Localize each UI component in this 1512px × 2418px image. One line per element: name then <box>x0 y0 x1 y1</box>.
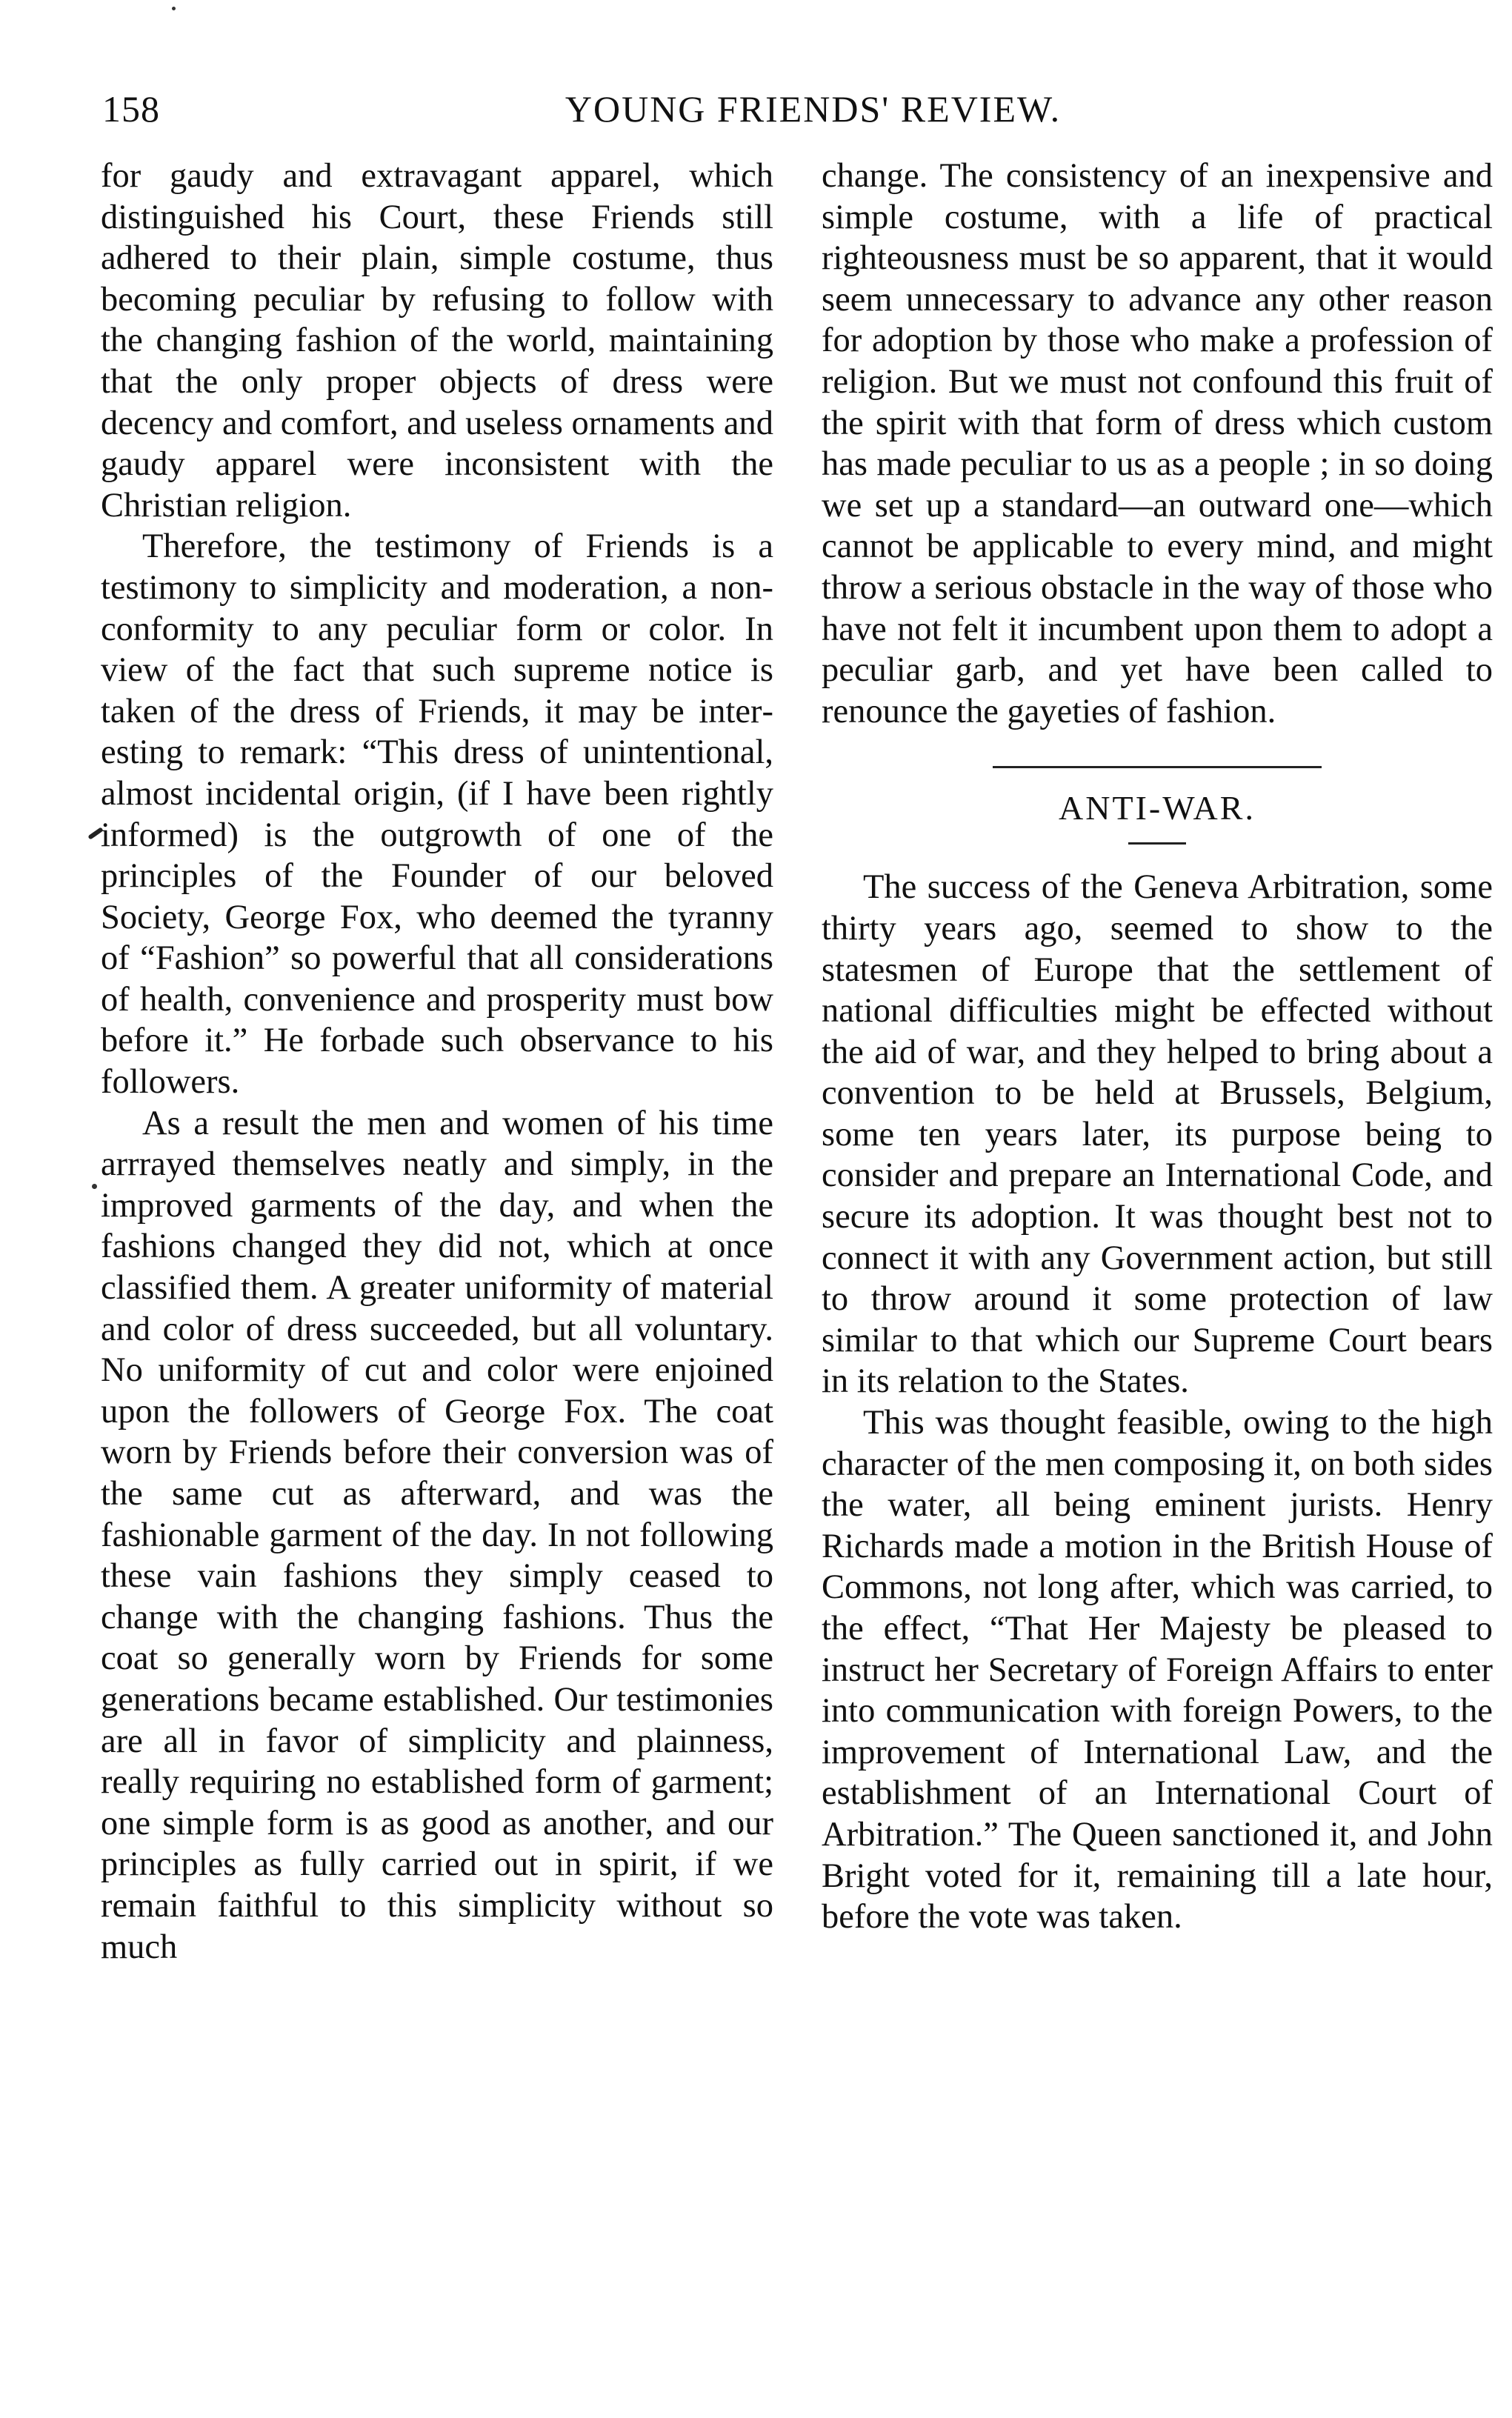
page-header <box>102 87 1479 139</box>
left-column <box>101 156 773 1968</box>
ink-speck <box>172 7 176 10</box>
paragraph: for gaudy and extravagant apparel, which distinguished his Court, these Friends still adhered to their plain, simple costume, thus becoming peculiar by refusing to follow with the changing fashion of the world, maintaining that the only proper objects of dress were decency and comfort, and useless ornaments and gaudy apparel were inconsistent with the Christian religion. <box>101 157 773 524</box>
paragraph: As a result the men and women of his time arrrayed themselves neatly and simply, in the improved garments of the day, and when the fashions changed they did not, which at once classified them. A greater uniformity of material and color of dress succeeded, but all voluntary. No uniformity of cut and color were enjoined upon the followers of George Fox. The coat worn by Friends before their conversion was of the same cut as afterward, and was the fashionable garment of the day. In not following these vain fashions they simply ceased to change with the changing fashions. Thus the coat so generally worn by Friends for some generations became established. Our testimonies are all in favor of simplicity and plainness, really requiring no established form of garment; one simple form is as good as another, and our principles as fully carried out in spirit, if we remain faithful to this simplicity without so much <box>101 1104 773 1966</box>
section-title: ANTI-WAR. <box>1059 789 1256 827</box>
right-column <box>822 156 1493 1938</box>
section-divider <box>993 766 1322 768</box>
paragraph: change. The consistency of an inexpensive and simple costume, with a life of practical righteousness must be so apparent, that it would seem unnecessary to advance any other reason for adoption by those who make a profession of religion. But we must not confound this fruit of the spirit with that form of dress which custom has made peculiar to us as a people ; in so doing we set up a standard—an outward one—which cannot be applicable to every mind, and might throw a serious obstacle in the way of those who have not felt it incumbent upon them to adopt a peculiar garb, and yet have been called to renounce the gayeties of fashion. <box>822 157 1493 730</box>
paragraph: Therefore, the testimony of Friends is a testimony to simplicity and moderation, a non-conformity to any peculiar form or color. In view of the fact that such supreme notice is taken of the dress of Friends, it may be interesting to remark: “This dress of unintentional, almost incidental origin, (if I have been rightly informed) is the outgrowth of one of the principles of the Founder of our beloved Society, George Fox, who deemed the tyranny of “Fashion” so powerful that all considerations of health, convenience and prosperity must bow before it.” He forbade such observance to his followers. <box>101 527 773 1102</box>
page-number: 158 <box>102 88 160 130</box>
ink-speck <box>92 1184 97 1189</box>
running-title: YOUNG FRIENDS' REVIEW. <box>564 88 1062 130</box>
paragraph: The success of the Geneva Arbitration, some thirty years ago, seemed to show to the statesmen of Europe that the settlement of national difficulties might be effected without the aid of war, and they helped to bring about a convention to be held at Brussels, Belgium, some ten years later, its purpose being to consider and prepare an International Code, and secure its adoption. It was thought best not to connect it with any Government action, but still to throw around it some protection of law similar to that which our Supreme Court bears in its relation to the States. <box>822 868 1493 1401</box>
paragraph: This was thought feasible, owing to the high character of the men composing it, on both sides the water, all being eminent jurists. Henry Richards made a motion in the British House of Commons, not long after, which was carried, to the effect, “That Her Majesty be pleased to instruct her Secretary of Foreign Affairs to enter into communication with foreign Powers, to the improvement of International Law, and the establishment of an International Court of Arbitration.” The Queen sanctioned it, and John Bright voted for it, remaining till a late hour, before the vote was taken. <box>822 1404 1493 1936</box>
title-underline <box>1128 842 1186 845</box>
